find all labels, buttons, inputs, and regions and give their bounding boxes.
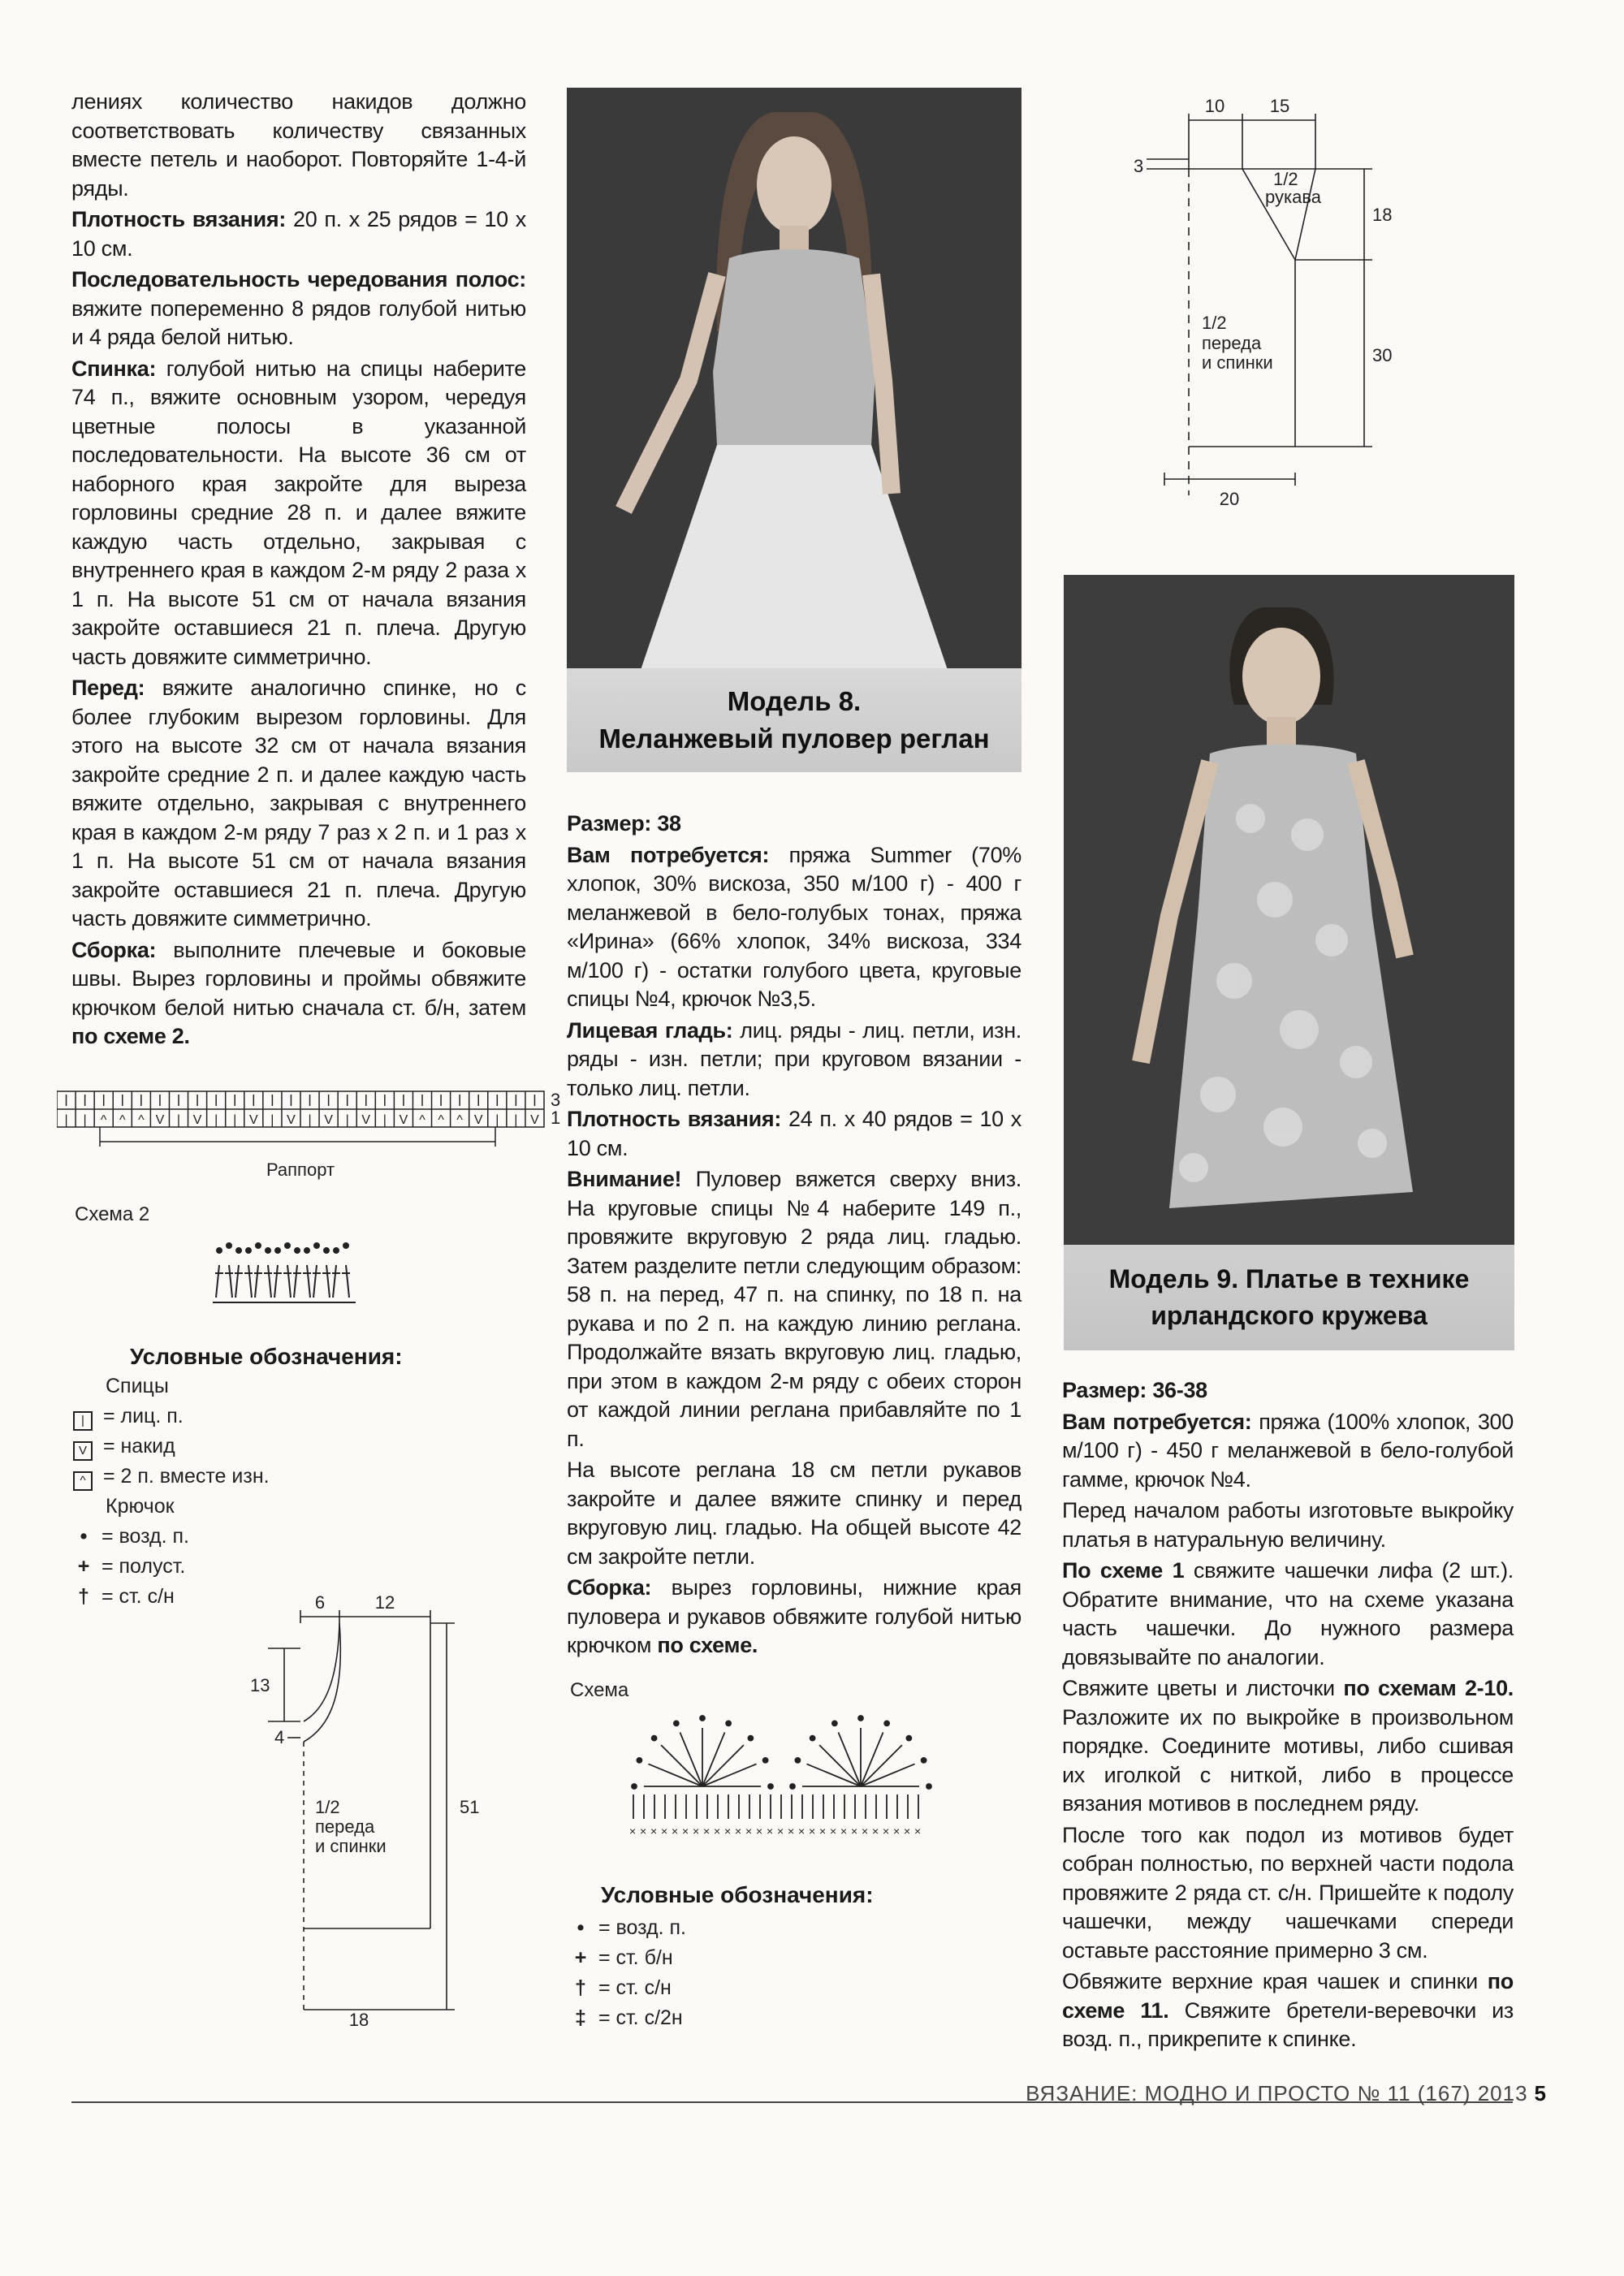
base-sc-symbol: × (756, 1825, 763, 1838)
chart-row-3-label: 3 (551, 1090, 561, 1110)
pattern-1-back-label: и спинки (315, 1836, 387, 1856)
chain-dot (324, 1248, 329, 1253)
model-8-caption-line-1: Модель 8. (727, 686, 862, 716)
base-sc-symbol: × (714, 1825, 721, 1838)
chain-dot (275, 1248, 280, 1253)
dim-12: 12 (374, 1592, 395, 1613)
base-sc-symbol: × (735, 1825, 742, 1838)
chart-row-1-label: 1 (551, 1108, 561, 1128)
pattern-2-sleeve-half: 1/2 (1273, 169, 1298, 189)
fan-picot (674, 1721, 679, 1725)
base-sc-symbol: × (788, 1825, 795, 1838)
paragraph-pattern-intro: лениях количество накидов должно соответствовать количеству связанных вместе петель и наоборот. Повторяйте 1-4-й ряды. (71, 89, 526, 201)
dim-18: 18 (348, 2010, 369, 2026)
legend-dc-row: † = ст. с/н (71, 1585, 175, 1609)
base-sc-symbol: × (640, 1825, 647, 1838)
chart-cell-symbol: ^ (456, 1113, 463, 1127)
model-9-finishing: Обвяжите верхние края чашек и спинки по схеме 11. Свяжите бретели-веревочки из возд. п., прикрепите к спинке. (1062, 1969, 1514, 2051)
fan-picot (637, 1758, 641, 1763)
chain-dot (295, 1248, 300, 1253)
base-sc-symbol: × (872, 1825, 879, 1838)
base-sc-symbol: × (693, 1825, 700, 1838)
chart-cell-symbol: V (248, 1113, 258, 1127)
pattern-1-half-label: 1/2 (315, 1797, 340, 1817)
page-number: 5 (1534, 2081, 1547, 2105)
base-sc-symbol: × (777, 1825, 784, 1838)
chart-cell-symbol: V (324, 1113, 333, 1127)
model-9-figure-illustration (1064, 575, 1514, 1249)
stitch-stroke (326, 1265, 330, 1298)
base-sc-symbol: × (862, 1825, 869, 1838)
chain-dot (246, 1248, 251, 1253)
base-sc-symbol: × (904, 1825, 911, 1838)
chart-cell-symbol: | (308, 1113, 312, 1127)
chart-cell-symbol: V (361, 1113, 371, 1127)
chart-cell-symbol: ^ (100, 1113, 107, 1127)
legend-knit-row: | = лиц. п. (71, 1405, 184, 1431)
dim-10: 10 (1204, 97, 1225, 116)
dim-20: 20 (1219, 489, 1240, 509)
model-8-assembly: Сборка: вырез горловины, нижние края пуловера и рукавов обвяжите голубой нитью крючком по схеме. (567, 1575, 1021, 1657)
chain-dot (285, 1243, 290, 1248)
pattern-2-sleeve-label: рукава (1265, 187, 1322, 207)
stitch-stroke (235, 1265, 239, 1298)
stitch-stroke (268, 1265, 271, 1298)
fan-picot (922, 1758, 926, 1763)
legend-chain-row: • = возд. п. (71, 1525, 189, 1548)
fan-picot (810, 1736, 815, 1741)
fan-stitch (819, 1745, 861, 1786)
legend-2-title: Условные обозначения: (601, 1882, 874, 1907)
model-8-scheme-label: Схема (570, 1679, 629, 1701)
base-sc-symbol: × (893, 1825, 901, 1838)
double-crochet-icon: † (78, 1585, 89, 1608)
repeat-label: Раппорт (266, 1160, 335, 1180)
chart-cell-symbol: | (514, 1113, 518, 1127)
page-footer (1026, 2081, 1547, 2106)
paragraph-back: Спинка: голубой нитью на спицы наберите 74 п., вяжите основным узором, чередуя цветные полосы в указанной последовательности. На высоте 36 см от наборного края закройте для выреза горловины средние 28 п. и далее вяжите каждую часть отдельно, закрывая с внутреннего края в каждом 2-м ряду 2 раза x 1 п. На высоте 51 см от начала вязания закройте оставшиеся 21 п. плеча. Другую часть довяжите симметрично. (71, 356, 526, 669)
base-sc-symbol: × (851, 1825, 858, 1838)
chain-stitch-icon: • (577, 1916, 585, 1939)
stitch-stroke (346, 1265, 349, 1298)
model-8-caption (567, 668, 1021, 772)
base-sc-symbol: × (672, 1825, 679, 1838)
fan-stitch (702, 1745, 744, 1786)
fan-picot (906, 1736, 911, 1741)
chart-cell-symbol: | (495, 1113, 499, 1127)
model-9-caption-line-2: ирландского кружева (1151, 1301, 1427, 1330)
stitch-stroke (255, 1265, 258, 1298)
base-sc-symbol: × (724, 1825, 732, 1838)
model-9-hem: После того как подол из мотивов будет собран полностью, по верхней части подола провяжите 2 ряда ст. с/н. Пришейте к подолу чашечки, между чашечками спереди оставьте расстояние примерно 3 см. (1062, 1822, 1514, 1963)
base-sc-symbol: × (661, 1825, 668, 1838)
single-crochet-icon: + (77, 1555, 90, 1578)
column-1-text (71, 88, 526, 1054)
paragraph-stripes: Последовательность чередования полос: вяжите попеременно 8 рядов голубой нитью и 4 ряда белой нитью. (71, 267, 526, 349)
model-9-materials: Вам потребуется: пряжа (100% хлопок, 300 м/100 г) - 450 г меланжевой в бело-голубой гамме, крючок №4. (1062, 1409, 1514, 1492)
legend-k2tog-row: ^ = 2 п. вместе изн. (71, 1465, 270, 1491)
garment-pattern-1 (235, 1587, 503, 2026)
chart-cell-symbol: | (382, 1113, 387, 1127)
chart-cell-symbol: ^ (438, 1113, 444, 1127)
base-sc-symbol: × (767, 1825, 774, 1838)
chart-cell-symbol: V (192, 1113, 202, 1127)
base-sc-symbol: × (650, 1825, 658, 1838)
legend-2-chain-row: • = возд. п. (568, 1916, 686, 1940)
fan-picot (763, 1758, 768, 1763)
paragraph-front: Перед: вяжите аналогично спинке, но с более глубоким вырезом горловины. Для этого на высоте 32 см от начала вязания закройте средние 2 п. и далее каждую часть вяжите отдельно, закрывая с внутреннего края в каждом 2-м ряду 7 раз x 2 п. и 1 раз x 1 п. На высоте 51 см от начала вязания закройте оставшиеся 21 п. плеча. Другую часть довяжите симметрично. (71, 676, 526, 931)
legend-hook-heading: Крючок (106, 1495, 175, 1518)
pattern-2-front-label: переда (1202, 333, 1262, 353)
chain-dot (314, 1243, 319, 1248)
single-crochet-icon: + (574, 1946, 587, 1969)
dim-18: 18 (1372, 205, 1393, 225)
base-sc-symbol: × (819, 1825, 827, 1838)
chart-cell-symbol: | (233, 1113, 237, 1127)
chain-dot (236, 1248, 241, 1253)
legend-yarnover-row: V = накид (71, 1435, 175, 1461)
legend-2-dc2-row: ‡ = ст. с/2н (568, 2006, 683, 2030)
model-8-attention: Внимание! Пуловер вяжется сверху вниз. На круговые спицы №4 наберите 149 п., провяжите вкруговую 2 ряда лиц. гладью. Затем разделите петли следующим образом: 58 п. на перед, 47 п. на спинку, по 18 п. на рукава и по 2 п. на каждую линию реглана. Продолжайте вязать вкруговую лиц. гладью, при этом в каждом 2-м ряду с обеих сторон от каждой линии реглана прибавляйте по 1 п. (567, 1167, 1021, 1451)
chain-dot (304, 1248, 309, 1253)
model-8-size: Размер: 38 (567, 811, 681, 836)
pattern-1-front-label: переда (315, 1816, 375, 1837)
magazine-issue: ВЯЗАНИЕ: МОДНО И ПРОСТО № 11 (167) 2013 (1026, 2081, 1528, 2105)
chart-cell-symbol: V (155, 1113, 165, 1127)
chain-dot (256, 1243, 261, 1248)
stitch-stroke (333, 1265, 336, 1298)
fan-picot (768, 1784, 773, 1789)
base-sc-symbol: × (629, 1825, 637, 1838)
chart-cell-symbol: | (176, 1113, 181, 1127)
stitch-stroke (216, 1265, 219, 1298)
column-3-text (1062, 1376, 1514, 2057)
legend-1-title: Условные обозначения: (130, 1344, 403, 1369)
yarnover-icon: V (73, 1441, 93, 1461)
model-9-size: Размер: 36-38 (1062, 1378, 1207, 1402)
chart-cell-symbol: ^ (419, 1113, 425, 1127)
chain-stitch-icon: • (80, 1525, 88, 1548)
chart-cell-symbol: | (214, 1113, 218, 1127)
fan-picot (700, 1716, 705, 1721)
knit-stitch-icon: | (73, 1411, 93, 1431)
double-crochet-icon: † (575, 1976, 586, 1999)
base-sc-symbol: × (798, 1825, 806, 1838)
model-8-stockinette: Лицевая гладь: лиц. ряды - лиц. петли, изн. ряды - изн. петли; при круговом вязании - только лиц. петли. (567, 1017, 1022, 1100)
dim-13: 13 (250, 1675, 270, 1695)
knitting-chart (57, 1088, 577, 1186)
stitch-stroke (287, 1265, 291, 1298)
model-9-motifs: Свяжите цветы и листочки по схемам 2-10. Разложите их по выкройке в произвольном порядке. Соедините мотивы, либо сшивая их иголкой с ниткой, либо в процессе вязания мотивов в последнем ряду. (1062, 1676, 1514, 1816)
legend-2-sc-row: + = ст. б/н (568, 1946, 673, 1970)
garment-pattern-2 (1129, 97, 1437, 520)
chart-cell-symbol: V (473, 1113, 483, 1127)
chart-cell-symbol: ^ (138, 1113, 145, 1127)
base-sc-symbol: × (914, 1825, 922, 1838)
fan-picot (790, 1784, 795, 1789)
fan-picot (632, 1784, 637, 1789)
scheme-2-label: Схема 2 (75, 1203, 150, 1225)
chain-dot (227, 1243, 231, 1248)
k2tog-purl-icon: ^ (73, 1471, 93, 1491)
dim-51: 51 (460, 1797, 480, 1817)
fan-picot (795, 1758, 800, 1763)
base-sc-symbol: × (682, 1825, 689, 1838)
model-9-caption-line-1: Модель 9. Платье в технике (1108, 1264, 1470, 1293)
chain-dot (217, 1248, 222, 1253)
dim-4: 4 (274, 1727, 285, 1747)
base-sc-symbol: × (809, 1825, 816, 1838)
chart-cell-symbol: | (345, 1113, 349, 1127)
dim-6: 6 (314, 1592, 326, 1613)
base-sc-symbol: × (883, 1825, 890, 1838)
fan-picot (652, 1736, 657, 1741)
crochet-scheme-2 (209, 1234, 364, 1315)
base-sc-symbol: × (745, 1825, 753, 1838)
model-9-caption (1064, 1245, 1514, 1350)
pattern-2-half-label: 1/2 (1202, 313, 1227, 333)
legend-needles-heading: Спицы (106, 1375, 169, 1397)
chart-cell-symbol: | (270, 1113, 274, 1127)
chart-cell-symbol: V (287, 1113, 296, 1127)
stitch-stroke (313, 1265, 317, 1298)
chart-cell-symbol: V (399, 1113, 408, 1127)
base-sc-symbol: × (703, 1825, 710, 1838)
model-8-materials: Вам потребуется: пряжа Summer (70% хлопок, 30% вискоза, 350 м/100 г) - 400 г меланжевой в бело-голубых тонах, пряжа «Ирина» (66% хлопок, 34% вискоза, 334 м/100 г) - остатки голубого цвета, круговые спицы №4, крючок №3,5. (567, 842, 1022, 1011)
stitch-stroke (248, 1265, 252, 1298)
fan-stitch (661, 1745, 702, 1786)
paragraph-assembly: Сборка: выполните плечевые и боковые швы. Вырез горловины и проймы обвяжите крючком белой нитью сначала ст. б/н, затем по схеме 2. (71, 937, 526, 1048)
stitch-stroke (229, 1265, 232, 1298)
model-8-density: Плотность вязания: 24 п. x 40 рядов = 10 x 10 см. (567, 1107, 1022, 1160)
base-sc-symbol: × (830, 1825, 837, 1838)
pattern-2-back-label: и спинки (1202, 352, 1273, 373)
chain-dot (266, 1248, 270, 1253)
stitch-stroke (307, 1265, 310, 1298)
dim-30: 30 (1372, 345, 1393, 365)
chain-dot (334, 1248, 339, 1253)
model-8-raglan: На высоте реглана 18 см петли рукавов закройте и далее вяжите спинку и перед вкруговую лиц. гладью. На общей высоте 42 см закройте петли. (567, 1458, 1021, 1569)
chain-dot (343, 1243, 348, 1248)
model-9-cups: По схеме 1 свяжите чашечки лифа (2 шт.). Обратите внимание, что на схеме указана часть чашечки. До нужного размера довязывайте по аналогии. (1062, 1558, 1514, 1669)
model-9-photo (1064, 575, 1514, 1350)
stitch-stroke (274, 1265, 278, 1298)
crochet-scheme-model-8 (625, 1705, 942, 1843)
paragraph-density: Плотность вязания: 20 п. x 25 рядов = 10 x 10 см. (71, 207, 527, 261)
base-sc-symbol: × (840, 1825, 848, 1838)
chart-cell-symbol: | (83, 1113, 87, 1127)
chart-cell-symbol: | (64, 1113, 68, 1127)
fan-picot (832, 1721, 837, 1725)
fan-picot (748, 1736, 753, 1741)
model-8-caption-line-2: Меланжевый пуловер реглан (598, 723, 990, 754)
fan-picot (884, 1721, 889, 1725)
stitch-stroke (294, 1265, 297, 1298)
dim-15: 15 (1269, 97, 1290, 116)
model-9-pattern-note: Перед началом работы изготовьте выкройку платья в натуральную величину. (1062, 1498, 1514, 1552)
chart-cell-symbol: ^ (119, 1113, 126, 1127)
model-8-figure-illustration (567, 88, 1021, 672)
fan-stitch (861, 1745, 902, 1786)
chart-cell-symbol: V (530, 1113, 539, 1127)
fan-picot (858, 1716, 863, 1721)
fan-picot (726, 1721, 731, 1725)
dim-3: 3 (1134, 156, 1144, 176)
fan-picot (926, 1784, 931, 1789)
model-8-photo (567, 88, 1021, 772)
legend-slipstitch-row: + = полуст. (71, 1555, 185, 1579)
treble-crochet-icon: ‡ (575, 2006, 586, 2029)
legend-2-dc-row: † = ст. с/н (568, 1976, 672, 2000)
column-2-text (567, 810, 1021, 1663)
